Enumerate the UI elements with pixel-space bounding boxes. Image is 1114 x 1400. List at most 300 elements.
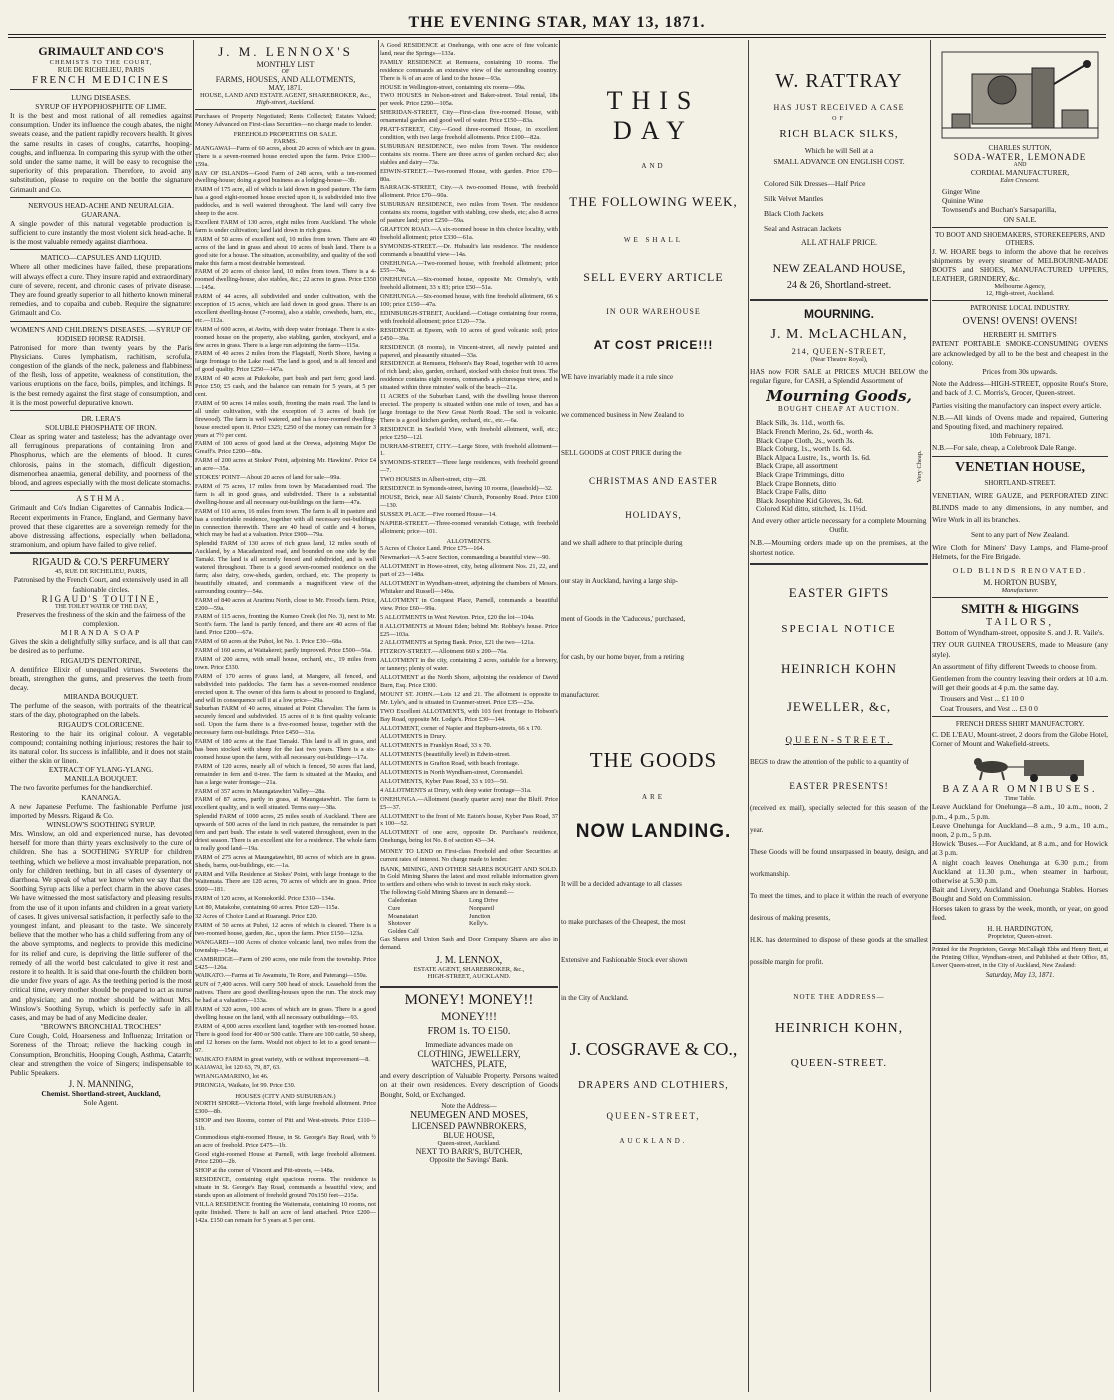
residence-listing: ONEHUNGA.—Six-roomed house, opposite Mr. Ormsby's, with freehold allotment, 33 x 83; price £50—51a. bbox=[380, 276, 558, 292]
half-price: ALL AT HALF PRICE. bbox=[800, 238, 877, 247]
neumegen-street: Queen-street, Auckland. bbox=[437, 1139, 501, 1147]
residence-listing: RESIDENCE (8 rooms), in Vincent-street, all newly painted and papered, and pleasantly situated—33a. bbox=[380, 343, 558, 359]
residence-listing: RESIDENCE in Seafield View, with freehold allotment, well, etc.; price £250—12l. bbox=[380, 425, 558, 441]
gentlemen-orders: Gentlemen from the country leaving their orders at 10 a.m. will get their goods at 4 p.m. the same day. bbox=[932, 674, 1108, 693]
lennox-sign: J. M. LENNOX, bbox=[435, 955, 503, 967]
bouquet-text: The perfume of the season, with portraits of the theatrical stars of the day, photographed on the labels. bbox=[10, 701, 192, 720]
on-sale: ON SALE. bbox=[1003, 214, 1037, 224]
watches-line: WATCHES, PLATE, bbox=[431, 1059, 507, 1070]
masthead: THE EVENING STAR, MAY 13, 1871. bbox=[408, 14, 706, 31]
kananga-text: A new Japanese Perfume. The fashionable Perfume just imported by Messrs. Rigaud & Co. bbox=[10, 801, 192, 820]
kohn-street-2: QUEEN-STREET. bbox=[790, 1056, 888, 1069]
residence-listing: EDWIN-STREET.—Two-roomed House, with garden. Price £70—80a. bbox=[380, 167, 558, 183]
divider bbox=[750, 563, 928, 565]
residence-listing: RESIDENCE at Epsom, with 10 acres of good volcanic soil; price £450—39a. bbox=[380, 326, 558, 342]
divider bbox=[380, 986, 558, 988]
lennox-title: J. M. LENNOX'S bbox=[218, 44, 353, 59]
column-rattray-kohn bbox=[750, 40, 928, 1392]
farm-listing: FARM of 90 acres 14 miles south, fronting the main road. The land is all under cultivation, with the exception of 3 acres of bush (or firewood). The farm is well watered, and has a four-roomed dwelling-house erected upon it. Price £325; £250 of the money can remain for 3 years at 7½ per cent. bbox=[195, 399, 376, 439]
column-separator bbox=[378, 40, 379, 1392]
opposite-bank: Opposite the Savings' Bank. bbox=[429, 1155, 509, 1164]
divider bbox=[10, 490, 192, 491]
rattray-item: Seal and Astracan Jackets bbox=[764, 224, 842, 233]
lennox-sign-sub: ESTATE AGENT, SHAREBROKER, &c., bbox=[413, 966, 525, 974]
farm-listing: FARM of 20 acres of choice land, 10 miles from town. There is a 4-roomed dwelling-house, also stables, &c.; 22 acres in grass. Price £350—145a. bbox=[195, 268, 376, 292]
divider bbox=[932, 300, 1108, 301]
and-label: AND bbox=[641, 162, 666, 170]
residence-listing: ONEHUNGA.—Six-roomed house, with fine freehold allotment, 66 x 100; price £150—47a. bbox=[380, 293, 558, 309]
share-name: Caledonian bbox=[388, 896, 417, 904]
allotment-listings bbox=[380, 545, 558, 845]
hardington: H. H. HARDINGTON, bbox=[987, 924, 1053, 933]
farm-listing: STOKES' POINT—About 20 acres of land for sale—99a. bbox=[195, 474, 341, 482]
allotment-listing: 5 ALLOTMENTS in West Newton. Price, £20 the lot—104a. bbox=[380, 613, 535, 621]
christmas-easter: CHRISTMAS AND EASTER bbox=[588, 476, 718, 486]
farm-listings bbox=[195, 145, 376, 1090]
column-separator bbox=[559, 40, 560, 1392]
tailors: TAILORS, bbox=[986, 617, 1054, 629]
shares-left bbox=[380, 897, 469, 937]
sutton-and: AND bbox=[1013, 162, 1027, 168]
lennox-street: High-street, Auckland. bbox=[256, 99, 315, 106]
house-listing: SHOP at the corner of Vincent and Pitt-streets, —148a. bbox=[195, 1167, 335, 1175]
allotment-listing: ALLOTMENT, corner of Napier and Hepburn-streets, 66 x 170. bbox=[380, 724, 542, 732]
blue-house: BLUE HOUSE, bbox=[443, 1130, 495, 1140]
rattray-received: HAS JUST RECEIVED A CASE bbox=[773, 103, 905, 112]
farm-listing: BAY OF ISLANDS—Good Farm of 248 acres, with a ten-roomed dwelling-house; doing a good business as a lodging-house—3b. bbox=[195, 169, 376, 185]
share-name: Cure bbox=[388, 904, 401, 912]
brown-heading: "BROWN'S BRONCHIAL TROCHES" bbox=[40, 1022, 162, 1032]
farm-listing: 32 Acres of Choice Land at Ruarangi. Price £20. bbox=[195, 913, 318, 921]
divider bbox=[10, 552, 192, 554]
shares-intro: The following Gold Mining Shares are in demand:— bbox=[380, 888, 514, 896]
printer-imprint: Printed for the Proprietors, George McCullagh Ebbs and Henry Brett, at the Printing Office, Wyndham-street, and Published at their Office, 85, Lower Queen-street, in the City of Auckland, New Zealand: bbox=[932, 946, 1108, 969]
body-line: we commenced business in New Zealand to bbox=[561, 411, 684, 419]
kohn-received: (received ex mail), specially selected for this season of the year. bbox=[750, 803, 928, 834]
hoare-address: 12, High-street, Auckland. bbox=[985, 290, 1055, 298]
hoare-text: J. W. HOARE begs to inform the above that he receives shipments by every steamer of MELBOURNE-MADE BOOTS and SHOES, MANUFACTURED UPPERS, LEATHER, GRINDERY, &c. bbox=[932, 246, 1108, 284]
farm-listing: KAIAWAI, lot 120 63, 79, 87, 63. bbox=[195, 1064, 281, 1072]
farm-listing: Suburban FARM of 40 acres, situated at Point Chevalier. The farm is securely fenced and subdivided. 15 acres of it is first quality volcanic soil. Upon the farm there is a five-roomed house, together with the necessary farm out-buildings. Price £450—31a. bbox=[195, 705, 376, 737]
residence-listing: ONEHUNGA.—Two-roomed house, with freehold allotment; price £55—74a. bbox=[380, 259, 558, 275]
omnibus-illustration bbox=[932, 752, 1108, 784]
cosgrave-city: AUCKLAND. bbox=[619, 1137, 688, 1145]
grimault-chemists: CHEMISTS TO THE COURT, bbox=[49, 59, 153, 66]
farm-listing: Splendid FARM of 130 acres of rich grass land, 12 miles south of Auckland, by a Macadamized road, and bounded on one side by the Tamaki. The land is all securely fenced and subdivided, and is well watered throughout. There is a good seven-roomed residence on the farm; also dairy, cow-sheds, garden, orchard, etc. The property is beautifully situated, and commands a magnificent view of the surrounding country—54a. bbox=[195, 540, 376, 595]
allotment-listing: ALLOTMENTS in Drury. bbox=[380, 733, 447, 741]
residence-listing: SUSSEX PLACE.—Five roomed House—14. bbox=[380, 510, 497, 518]
allotment-listing: ALLOTMENT of one acre, opposite Dr. Purchase's residence, Onehunga, being lot No. 8 of section 43—34. bbox=[380, 829, 558, 845]
body-line: for cash, by our home buyer, from a retiring bbox=[561, 653, 684, 661]
residence-listing: SYMONDS-STREET—Three large residences, with freehold ground—7. bbox=[380, 459, 558, 475]
time-table-entry: Leave Onehunga for Auckland—8 a.m., 9 a.m., 10 a.m., noon, 2 p.m., 5 p.m. bbox=[932, 820, 1108, 839]
easter-presents: EASTER PRESENTS! bbox=[789, 780, 889, 791]
column-separator bbox=[748, 40, 749, 1392]
factory-illustration bbox=[932, 44, 1108, 144]
syrup-text: It is the best and most rational of all remedies against consumption. Under its influence the cough abates, the night sweats cease, and the patient rapidly recovers health. It gives the same results in cases of coughs, catarrhs, hooping-coughs, and influenza. In comparing this syrup with the other sold under the same name, it will be easy to recognise the superiority of this preparation. Therefore, to avoid any substitution, please to require on the bottle the signature Grimault and Co. bbox=[10, 111, 192, 194]
shares-list bbox=[380, 897, 558, 937]
kohn-note: NOTE THE ADDRESS— bbox=[793, 992, 885, 1001]
body-line: in the City of Auckland. bbox=[561, 994, 629, 1002]
allotment-listing: ALLOTMENTS in Grafton Road, with beach frontage. bbox=[380, 760, 520, 768]
every-description: and every description of Valuable Property. Persons waited on at their own residences. Every description of Goods Bought, Sold, or Exchanged. bbox=[380, 1071, 558, 1099]
cosgrave-street: QUEEN-STREET, bbox=[606, 1111, 701, 1121]
smith-higgins: SMITH & HIGGINS bbox=[961, 601, 1079, 617]
residence-listing: TWO HOUSES in Albert-street, city—28. bbox=[380, 476, 487, 484]
share-name: Shotover bbox=[388, 920, 411, 928]
bank-text: In Gold Mining Shares the latest and most reliable information given to settlers and others who wish to invest in such risky stock. bbox=[380, 873, 558, 888]
masthead-rule-2 bbox=[8, 37, 1106, 38]
miranda-heading: MIRANDA SOAP bbox=[60, 628, 142, 638]
farm-listing: FARM of 50 acres of excellent soil, 10 miles from town. There are 40 acres of the land in grass and about 10 acres of bush land. There is a good site for a house. The situation, accessibility, and quality of the soil make this farm a most desirable homestead. bbox=[195, 235, 376, 267]
kohn-meet: To meet the times, and to place it within the reach of everyone desirous of making presents, bbox=[750, 891, 928, 922]
sole-agent: Sole Agent. bbox=[83, 1098, 119, 1108]
farm-listing: Lot 80, Matakohe, containing 60 acres. Price £20—115a. bbox=[195, 904, 340, 912]
bought-cheap: BOUGHT CHEAP AT AUCTION. bbox=[778, 405, 900, 414]
mourning-price-item: Colored Kid ditto, stitched, 1s. 11½d. bbox=[756, 504, 867, 514]
dentorine-text: A dentifrice Elixir of unequalled virtues. Sweetens the breath, strengthen the gums, and preserves the teeth from decay. bbox=[10, 664, 192, 692]
asthma-heading: ASTHMA. bbox=[76, 494, 126, 504]
farm-listing: WHANGAMARINO, lot 46. bbox=[195, 1073, 269, 1081]
farm-listing: CAMBRIDGE—Farm of 290 acres, one mile from the township. Price £425—126a. bbox=[195, 955, 376, 971]
farm-listing: FARM of 87 acres, partly in grass, at Maungatawhiri. The farm is excellent quality, and is well situated. Terms easy—38a. bbox=[195, 796, 376, 812]
allotment-listing: MOUNT ST. JOHN.—Lots 12 and 21. The allotment is opposite to Mr. Lyle's, and is situated in Cranmer-street. Price £35—23a. bbox=[380, 690, 558, 706]
divider bbox=[195, 109, 376, 110]
farm-listing: FARM of 110 acres, 16 miles from town. The farm is all in pasture and has a comfortable residence, together with all necessary out-buildings in connection therewith. There are 40 head of cattle and 4 horses, which may be had at a valuation. Price £900—79a. bbox=[195, 507, 376, 539]
bazaar-omnibuses: BAZAAR OMNIBUSES. bbox=[942, 784, 1098, 796]
houses-heading: HOUSES (CITY AND SUBURBAN.) bbox=[235, 1093, 336, 1101]
mourning-price-item: Black Crape Cloth, 2s., worth 3s. bbox=[756, 435, 855, 445]
soluble-heading: SOLUBLE PHOSPHATE OF IRON. bbox=[45, 423, 157, 433]
farm-listing: WAIKATO.—Farms at Te Awamutu, Te Rore, and Paterangi—159a. bbox=[195, 972, 368, 980]
miranda-text: Gives the skin a delightfully silky surface, and is all that can be desired as to perfume. bbox=[10, 637, 192, 656]
mourning-prices bbox=[750, 419, 928, 514]
proprietor: Proprietor, Queen-street. bbox=[987, 932, 1053, 940]
manning-name: J. N. MANNING, bbox=[68, 1079, 134, 1090]
matico-text: Where all other medicines have failed, these preparations will always effect a cure. They insure rapid and extraordinary cure of severe, recent, and chronic cases of private disease. They are found greatly superior to all hitherto known mineral remedies, and to copaiba and cubeb. Require the signature: Grimault and Co. bbox=[10, 262, 192, 318]
divider bbox=[750, 299, 928, 301]
matico-heading: MATICO—CAPSULES AND LIQUID. bbox=[40, 253, 162, 263]
mourning-goods: Mourning Goods, bbox=[766, 387, 912, 406]
cordial-manufacturer: CORDIAL MANUFACTURER, bbox=[970, 168, 1070, 177]
farm-listing: FARM of 840 acres at Ararimu North, close to Mr. Frood's farm. Price, £200—59a. bbox=[195, 596, 376, 612]
mclachlan-name: J. M. McLACHLAN, bbox=[770, 327, 908, 342]
farm-listing: FARM of 50 acres at Puhoi, 12 acres of which is cleared. There is a two-roomed house, garden, &c., upon the farm. Price £150—123a. bbox=[195, 922, 376, 937]
lennox-sign-street: HIGH-STREET, AUCKLAND. bbox=[427, 973, 511, 981]
bouquet-heading: MIRANDA BOUQUET. bbox=[63, 692, 139, 702]
oven-prices: Prices from 30s upwards. bbox=[982, 367, 1058, 377]
money-range: FROM 1s. TO £150. bbox=[427, 1026, 511, 1038]
coloricene-heading: RIGAUD'S COLORICENE. bbox=[58, 719, 144, 729]
allotment-listing: 2 ALLOTMENTS at Spring Bank. Price, £21 the two—121a. bbox=[380, 639, 535, 647]
winslow-text: Mrs. Winslow, an old and experienced nurse, has devoted herself for more than thirty years exclusively to the cure of children. She has a SOOTHING SYRUP for children teething, which we believe a most invaluable preparation, not only for children teething, but in all cases of dysentery or diarrhoea. We speak of what we know when we say that the Soothing Syrup acts like a perfect charm in the above cases. We have witnessed the most satisfactory and pleasing results from the use of it upon infants and children in a great variety of cases. It gives universal satisfaction, it perfectly safe to the youngest infant, and pleasant to the taste. We sincerely believe that the mother who has a child suffering from any of the above symptoms, and neglects to provide this medicine for its relief and cure, is depriving the little sufferer of the remedy of all the world best calculated to give it rest and restore it to health. It is said that one-fourth the children born die under five years of age. As the teething period is the most critical time, every mother should be prepared to act as nurse and physician; and no mother should be without Mrs. Winslow's Soothing Syrup, which is perfectly safe in all cases, and may be had of any Medicine dealer. bbox=[10, 828, 192, 1023]
residence-listing: RESIDENCE at Remuera, Hobson's Bay Road, together with 10 acres of rich land; also, garden, orchard, stocked with choice fruit trees. The residence contains eight rooms, commands a picturesque view, and is situated within three minutes' walk of the beach—21a. bbox=[380, 360, 558, 392]
rigaud-address: 45, RUE DE RICHELIEU, PARIS, bbox=[55, 568, 147, 576]
patronise-heading: PATRONISE LOCAL INDUSTRY. bbox=[970, 304, 1070, 313]
venetian-sent: Sent to any part of New Zealand. bbox=[971, 529, 1069, 539]
money-heading: MONEY! MONEY!! bbox=[404, 992, 534, 1009]
shares-right bbox=[469, 897, 558, 937]
farms-heading: FARMS. bbox=[273, 137, 298, 145]
guarana-text: A single powder of this natural vegetable production is sufficient to cure instantly the most violent sick head-ache. It is the most valuable remedy against diarrhoea. bbox=[10, 218, 192, 247]
farm-listing: FARM of 175 acre, all of which is laid down in good pasture. The farm has a good eight-roomed house erected upon it, is subdivided into five paddocks, and is well watered throughout. The land will carry five sheep to the acre. bbox=[195, 186, 376, 218]
special-notice: SPECIAL NOTICE bbox=[781, 622, 897, 635]
every-other-article: And every other article necessary for a complete Mourning Outfit. bbox=[751, 515, 927, 535]
bank-heading: BANK, MINING, AND OTHER SHARES BOUGHT AND SOLD. bbox=[380, 866, 558, 873]
house-listing: Good eight-roomed House at Parnell, with large freehold allotment. Price £200—2b. bbox=[195, 1150, 376, 1166]
manning-address: Chemist. Shortland-street, Auckland, bbox=[41, 1089, 161, 1099]
lennox-date: MAY, 1871. bbox=[268, 84, 303, 92]
time-table-list bbox=[932, 802, 1108, 922]
lennox-agent: HOUSE, LAND AND ESTATE AGENT, SHAREBROKER, &c., bbox=[199, 92, 372, 99]
divider bbox=[10, 321, 192, 322]
residence-listing: FAMILY RESIDENCE at Remuera, containing 10 rooms. The residence commands an extensive view of the surrounding country. There is ¾ of an acre of land to the house—93a. bbox=[380, 58, 558, 82]
syrup-heading: SYRUP OF HYPOPHOSPHITE OF LIME. bbox=[35, 102, 167, 111]
divider bbox=[10, 89, 192, 90]
kohn-street: QUEEN-STREET. bbox=[785, 734, 893, 745]
money-to-lend: MONEY TO LEND on First-class Freehold and other Securities at current rates of interest. No charge made to lender. bbox=[380, 848, 558, 864]
mclachlan-near: (Near Theatre Royal), bbox=[810, 356, 868, 363]
drink-item: Quinine Wine bbox=[942, 196, 984, 206]
dentorine-heading: RIGAUD'S DENTORINE, bbox=[60, 655, 142, 665]
column-listings bbox=[380, 40, 558, 1392]
kohn-determined: H.K. has determined to dispose of these goods at the smallest possible margin for profit. bbox=[750, 935, 928, 966]
farm-listing: RUN of 7,400 acres. Will carry 500 head of stock. Leasehold from the natives. There are good dwelling-houses upon the run. The stock may be had at a valuation—133a. bbox=[195, 981, 376, 1005]
tailors-address: Bottom of Wyndham-street, opposite S. and J. R. Vaile's. bbox=[936, 628, 1104, 638]
residence-listing: A Good RESIDENCE at Onehunga, with one acre of fine volcanic land, near the Springs—133a. bbox=[380, 42, 558, 57]
lennox-intro: Purchases of Property Negotiated; Rents Collected; Estates Valued; Money Advanced on First-class Securities—no charge made to lender. bbox=[195, 113, 376, 128]
sutton-name: CHARLES SUTTON, bbox=[988, 144, 1052, 152]
column-lennox bbox=[195, 40, 376, 1392]
residence-listing: DURHAM-STREET, CITY.—Large Store, with freehold allotment—1. bbox=[380, 442, 558, 458]
farm-listing: FARM of 115 acres, fronting the Kumeo Creek (lot No. 3), next to Mr. Scott's farm. The land is partly fenced, and there are 40 acres of flat land. Price £200—67a. bbox=[195, 613, 376, 637]
residence-listing: BARRACK-STREET, City.—A two-roomed House, with freehold allotment. Price £70—90a. bbox=[380, 184, 558, 200]
allotment-listing: ALLOTMENT in Conquest Place, Parnell, commands a beautiful view. Price £60—99a. bbox=[380, 596, 558, 612]
nz-house: NEW ZEALAND HOUSE, bbox=[772, 261, 906, 275]
now-landing: NOW LANDING. bbox=[575, 821, 732, 842]
mourning-heading: MOURNING. bbox=[804, 307, 874, 321]
share-name: Golden Calf bbox=[388, 928, 419, 936]
gas-shares: Gas Shares and Union Sash and Door Company Shares are also in demand. bbox=[380, 936, 558, 952]
tweeds: An assortment of fifty different Tweeds to choose from. bbox=[932, 661, 1097, 671]
divider bbox=[932, 597, 1108, 598]
time-table-entry: Horses taken to grass by the week, month, or year, on good feed. bbox=[932, 903, 1108, 922]
column-cosgrave bbox=[561, 40, 746, 1392]
cosgrave-name: J. COSGRAVE & CO., bbox=[569, 1039, 738, 1059]
toutine-heading: RIGAUD'S TOUTINE, bbox=[41, 593, 161, 604]
toutine-sub: THE TOILET WATER OF THE DAY, bbox=[54, 603, 148, 610]
farm-listing: FARM of 44 acres, all subdivided and under cultivation, with the exception of 15 acres, which are laid down in good grass. There is an excellent dwelling-house (7-rooms), also a stable, cowsheds, barn, etc., etc.—112a. bbox=[195, 293, 376, 324]
residence-listing: SHERIDAN-STREET, City—First-class five-roomed House, with ornamental garden and good well of water. Price £150—83a. bbox=[380, 109, 558, 125]
time-table: Time Table. bbox=[1004, 795, 1036, 803]
oven-nb1: N.B.—All kinds of Ovens made and repaired, Guttering and Spouting fixed, and machinery repaired. bbox=[932, 412, 1108, 432]
old-blinds: OLD BLINDS RENOVATED. bbox=[952, 566, 1088, 576]
body-line: It will be a decided advantage to all classes bbox=[561, 880, 682, 888]
drapers-clothiers: DRAPERS AND CLOTHIERS, bbox=[578, 1080, 729, 1091]
boot-heading: TO BOOT AND SHOEMAKERS, STOREKEEPERS, AND OTHERS. bbox=[935, 230, 1105, 247]
farm-listing: FARM of 170 acres of grass land, at Mangere, all fenced, and subdivided into paddocks. The farm has a seven-roomed residence erected upon it. The owner of this farm is about to proceed to England, and will in consequence sell it at a low price—29a. bbox=[195, 672, 376, 704]
oven-date: 10th February, 1871. bbox=[989, 431, 1051, 441]
masthead-rule bbox=[8, 34, 1106, 35]
allotment-listing: 5 Acres of Choice Land. Price £75—164. bbox=[380, 545, 485, 553]
house-listing: NORTH SHORE—Victoria Hotel, with large freehold allotment. Price £300—8b. bbox=[195, 1100, 376, 1116]
shirt-factory: FRENCH DRESS SHIRT MANUFACTORY. bbox=[955, 719, 1085, 728]
asthma-text: Grimault and Co's Indian Cigarettes of Cannabis Indica.—Recent experiments in France, England, and Germany have proved that these cigarettes are a sovereign remedy for the above distressing affections, especially when belladona, stramonium, and opium have failed to give relief. bbox=[10, 503, 192, 550]
kohn-begs: BEGS to draw the attention of the public to a quantity of bbox=[750, 757, 909, 766]
body-line: Extensive and Fashionable Stock ever shown bbox=[561, 956, 688, 964]
allotment-listing: ALLOTMENTS, Kyber Pass Road, 33 x 103—50. bbox=[380, 777, 508, 785]
farm-listing: FARM of 120 acres, at Komokorikl. Price £310—134a. bbox=[195, 895, 336, 903]
horse-illustration bbox=[932, 752, 1108, 784]
allotment-listing: 8 ALLOTMENTS at Mount Eden; behind Mr. Robbey's house. Price £25—103a. bbox=[380, 622, 558, 638]
farm-listing: WANGAREI—100 Acres of choice volcanic land, two miles from the township—154a. bbox=[195, 938, 376, 954]
allotment-listing: ONEHUNGA.—Allotment (nearly quarter acre) near the Bluff. Price £5—37. bbox=[380, 795, 558, 811]
small-advance: SMALL ADVANCE ON ENGLISH COST. bbox=[773, 157, 905, 166]
nz-house-address: 24 & 26, Shortland-street. bbox=[786, 280, 892, 291]
residence-listing: RESIDENCE in Symonds-street, having 10 rooms, (leasehold)—32. bbox=[380, 485, 553, 493]
allotment-listing: ALLOTMENT in Howe-street, city, being allotment Nos. 21, 22, and part of 23—148a. bbox=[380, 563, 558, 579]
residence-listing: NAPIER-STREET.—Three-roomed verandah Cottage, with freehold allotment; price—101. bbox=[380, 519, 558, 535]
lera-heading: DR. LERA'S bbox=[81, 414, 121, 424]
kohn-goods: These Goods will be found unsurpassed in beauty, design, and workmanship. bbox=[750, 847, 928, 878]
bottling-machine-illustration bbox=[932, 44, 1108, 144]
advances-text: Immediate advances made on bbox=[425, 1040, 513, 1050]
lennox-farms: FARMS, HOUSES, AND ALLOTMENTS, bbox=[215, 75, 356, 84]
residence-listing: SYMONDS-STREET.—Dr. Hubault's late residence. The residence commands a beautiful view—14a. bbox=[380, 242, 558, 258]
venetian-text: VENETIAN, WIRE GAUZE, and PERFORATED ZINC BLINDS made to any dimensions, in any number, and Wire Work in all its branches. bbox=[932, 490, 1108, 524]
kohn-name: HEINRICH KOHN bbox=[781, 660, 897, 676]
farm-listing: FARM of 320 acres, 100 acres of which are in grass. There is a good dwelling house on the land, with all necessary outbuildings—93. bbox=[195, 1006, 376, 1021]
mourning-price-item: Black French Merino, 2s. 6d., worth 4s. bbox=[756, 427, 874, 436]
divider bbox=[10, 410, 192, 411]
drink-item: Townsend's and Buchan's Sarsaparilla, bbox=[942, 205, 1057, 215]
body-line: SELL GOODS at COST PRICE during the bbox=[561, 449, 682, 457]
sell-every-article: SELL EVERY ARTICLE bbox=[583, 270, 724, 284]
farm-listing: FARM of 60 acres at the Puhoi, lot No. 1. Price £30—68a. bbox=[195, 638, 343, 646]
pawnbrokers: LICENSED PAWNBROKERS, bbox=[411, 1120, 527, 1131]
rattray-items bbox=[750, 176, 928, 236]
farm-listing: FARM of 120 acres, nearly all of which is fenced, 50 acres flat land, remainder in fern and ti-tree. The farm is situated at the Mauku, and has a large water frontage—21a. bbox=[195, 762, 376, 786]
divider bbox=[932, 716, 1108, 717]
mourning-price-item: Black Alpaca Lustre, 1s., worth 1s. 6d. bbox=[756, 452, 871, 462]
column-separator bbox=[930, 40, 931, 1392]
farm-listing: FARM and Villa Residence at Stokes' Point, with large frontage to the Waitemata. There are 120 acres, 70 acres of which are in grass. Price £600—181. bbox=[195, 870, 376, 894]
mourning-price-item: Black Crape, all assortment bbox=[756, 461, 838, 471]
wire-cloth: Wire Cloth for Miners' Davy Lamps, and Flame-proof Helmets, for the Fire Brigade. bbox=[932, 542, 1108, 562]
residence-listing: 11 ACRES of the Suburban Land, with the dwelling house thereon erected. The property is situated within one mile of town, and has a large frontage to the New Great North Road. The soil is volcanic. There is a good kitchen garden, orchard, etc., etc.—6a. bbox=[380, 393, 558, 424]
clothing-line: CLOTHING, JEWELLERY, bbox=[417, 1049, 521, 1060]
divider bbox=[932, 456, 1108, 457]
body-line: to make purchases of the Cheapest, the most bbox=[561, 918, 686, 926]
allotment-listing: ALLOTMENT in the city, containing 2 acres, suitable for a brewery, or tannery; plenty of water. bbox=[380, 657, 558, 673]
trousers-price: Trousers and Vest ... £1 10 0 bbox=[940, 694, 1024, 704]
house-listing: VILLA RESIDENCE fronting the Waitemata, containing 10 rooms, not quite finished. There is half an acre of land attached. Price £200—142a. £150 can remain for 5 years at 5 per cent. bbox=[195, 1201, 376, 1224]
neumegen-name: NEUMEGEN AND MOSES, bbox=[409, 1109, 529, 1121]
residence-listing: PRATT-STREET, City.—Good three-roomed House, in excellent condition, with two large freehold allotments. Price £100—82a. bbox=[380, 126, 558, 141]
residence-listing: HOUSE in Wellington-street, containing six rooms—99a. bbox=[380, 83, 526, 91]
allotment-listing: ALLOTMENT to the front of Mr. Eaton's house, Kyber Pass Road, 37 x 100—52. bbox=[380, 812, 558, 828]
time-table-entry: A night coach leaves Onehunga at 6.30 p.m.; from Auckland at 11.30 p.m., when steamer in harbour, otherwise at 5.30 p.m. bbox=[932, 857, 1108, 885]
oven-address: Note the Address—HIGH-STREET, opposite Rout's Store, and back of J. C. Morris's, Grocer, Queen-street. bbox=[932, 379, 1108, 398]
jeweller: JEWELLER, &c, bbox=[786, 698, 892, 714]
women-heading: WOMEN'S AND CHILDREN'S DISEASES. —SYRUP OF IODISED HORSE RADISH. bbox=[10, 324, 192, 343]
soda-water: SODA-WATER, LEMONADE bbox=[953, 152, 1087, 162]
residence-listing: SUBURBAN RESIDENCE, two miles from Town. The residence contains six rooms. There are three acres of garden orchard &c; also stables and dairy—73a. bbox=[380, 142, 558, 166]
body-line: our stay in Auckland, having a large ship- bbox=[561, 577, 678, 585]
nervous-heading: NERVOUS HEAD-ACHE AND NEURALGIA. bbox=[28, 200, 174, 210]
farm-listing: PIRONGIA, Waikato, lot 99. Price £30. bbox=[195, 1082, 296, 1090]
busby-name: M. HORTON BUSBY, bbox=[983, 578, 1057, 588]
column-separator bbox=[193, 40, 194, 1392]
lung-heading: LUNG DISEASES. bbox=[71, 93, 131, 102]
ylang-heading: EXTRACT OF YLANG-YLANG. bbox=[48, 765, 154, 775]
allotment-listing: ALLOTMENT at the North Shore, adjoining the residence of David Burn, Esq. Price £300. bbox=[380, 674, 558, 689]
mourning-price-item: Black Silk, 3s. 11d., worth 6s. bbox=[756, 418, 845, 428]
rattray-item: Silk Velvet Mantles bbox=[764, 194, 824, 203]
farm-listing: FARM of 357 acres in Maungatawhiri Valley—28a. bbox=[195, 787, 326, 795]
grimault-title: GRIMAULT AND CO'S bbox=[38, 44, 164, 58]
residence-listing: HOUSE, Brick, near All Saints' Church, Ponsonby Road. Price £100—130. bbox=[380, 493, 558, 509]
body-line: WE have invariably made it a rule since bbox=[561, 373, 674, 381]
de-leau: C. DE L'EAU, Mount-street, 2 doors from the Globe Hotel, Corner of Mount and Wakefield-streets. bbox=[932, 729, 1108, 749]
farm-listing: MANGAWAI—Farm of 60 acres, about 20 acres of which are in grass. There is a seven-roomed house erected upon the farm. Price £300—159a. bbox=[195, 144, 376, 168]
share-name: Long Drive bbox=[469, 896, 499, 904]
residence-listing: GRAFTON ROAD.—A six-roomed house in this choice locality, with freehold allotment; price £330—61a. bbox=[380, 225, 558, 241]
guarana-heading: GUARANA. bbox=[81, 209, 121, 219]
mourning-price-item: Black Crape Trimmings, ditto bbox=[756, 469, 845, 479]
mourning-nb: N.B.—Mourning orders made up on the premises, at the shortest notice. bbox=[750, 538, 928, 557]
french-medicines-title: FRENCH MEDICINES bbox=[31, 74, 171, 86]
residence-listings bbox=[380, 42, 558, 535]
time-table-entry: Leave Auckland for Onehunga—8 a.m., 10 a.m., noon, 2 p.m., 4 p.m., 5 p.m. bbox=[932, 802, 1108, 821]
in-our-warehouse: IN OUR WAREHOUSE bbox=[606, 307, 701, 316]
farm-listing: FARM of 160 acres, at Waitakerei; partly improved. Price £500—56a. bbox=[195, 647, 372, 655]
farm-listing: FARM of 4,000 acres excellent land, together with ten-roomed house. There is good food for 400 or 500 cattle. There are 100 cattle, 50 sheep, and 12 horses on the farm. Would not object to let to a good tenant—97. bbox=[195, 1022, 376, 1054]
winslow-heading: WINSLOW'S SOOTHING SYRUP. bbox=[46, 819, 156, 829]
residence-listing: EDINBURGH-STREET, Auckland.—Cottage containing four rooms, with freehold allotment; price £120—73a. bbox=[380, 310, 558, 325]
cost-price: AT COST PRICE!!! bbox=[593, 338, 714, 352]
brown-text: Cure Cough, Cold, Hoarseness and Influenza; Irritation or Soreness of the Throat; relieve the hacking cough in Consumption, Bronchitis, Hooping Cough, Asthma, Catarrh; clear and strengthen the voice of Singers; indispensable to Public Speakers. bbox=[10, 1031, 192, 1078]
drink-item: Ginger Wine bbox=[942, 187, 980, 196]
farm-listing: FARM of 75 acres, 17 miles from town by Macadamised road. The farm is all in good grass, and subdivided. There is a substantial dwelling-house and all necessary out-buildings on the farm—47a. bbox=[195, 482, 376, 506]
farm-listing: WAIKATO FARM in great variety, with or without improvement—8. bbox=[195, 1055, 370, 1063]
smith-name: HERBERT H. SMITH'S bbox=[983, 330, 1057, 340]
following-week: THE FOLLOWING WEEK, bbox=[569, 194, 738, 209]
allotment-listing: ALLOTMENT in Wyndham-street, adjoining the chambers of Messrs. Whitaker and Russell—149a. bbox=[380, 580, 558, 595]
oven-parties: Parties visiting the manufactory can inspect every article. bbox=[932, 400, 1102, 410]
easter-gifts: EASTER GIFTS bbox=[788, 584, 890, 600]
farm-listing: FARM of 200 acres at Stokes' Point, adjoining Mr. Hawkins'. Price £4 an acre—35a. bbox=[195, 457, 376, 473]
cosgrave-body-3 bbox=[561, 865, 746, 1017]
very-cheap-label: Very Cheap. bbox=[916, 450, 923, 483]
allotment-listing: ALLOTMENTS in Franklyn Road, 33 x 70. bbox=[380, 742, 492, 750]
share-name: Junction bbox=[469, 912, 491, 920]
farm-listing: FARM of 40 acres at Pukekohe, part bush and part fern; good land. Price £50; £5 cash, and the balance can remain for 5 years, at 5 per cent. bbox=[195, 375, 376, 398]
soluble-text: Clear as spring water and tasteless; has the advantage over all ferruginous preparations of containing Iron and Phosphorus, which are the elements of blood. It cures chlorosis, pains in the stomach, difficult digestion, dismenorhea anaemia, general debility, and poorness of the blood, and agrees especially with the most delicate stomachs. bbox=[10, 432, 192, 488]
kananga-heading: KANANGA. bbox=[81, 792, 121, 802]
imprint-date: Saturday, May 13, 1871. bbox=[985, 970, 1055, 979]
kohn-name-2: HEINRICH KOHN, bbox=[774, 1020, 904, 1036]
cosgrave-body bbox=[561, 358, 746, 472]
body-line: and we shall adhere to that principle during bbox=[561, 539, 683, 547]
share-name: Nonpareil bbox=[469, 904, 495, 912]
allotment-listing: Newmarket—A 5-acre Section, commanding a beautiful view—90. bbox=[380, 554, 550, 562]
allotment-listing: FITZROY-STREET.—Allotment 660 x 200—76a. bbox=[380, 648, 508, 656]
residence-listing: SUBURBAN RESIDENCE, two miles from Town. The residence contains six rooms, together with stabling, cow sheds, etc; also 8 acres of pasture land; price £250—59a. bbox=[380, 201, 558, 225]
rattray-item: Colored Silk Dresses—Half Price bbox=[764, 179, 866, 188]
the-goods: THE GOODS bbox=[589, 748, 718, 772]
divider bbox=[10, 249, 192, 250]
